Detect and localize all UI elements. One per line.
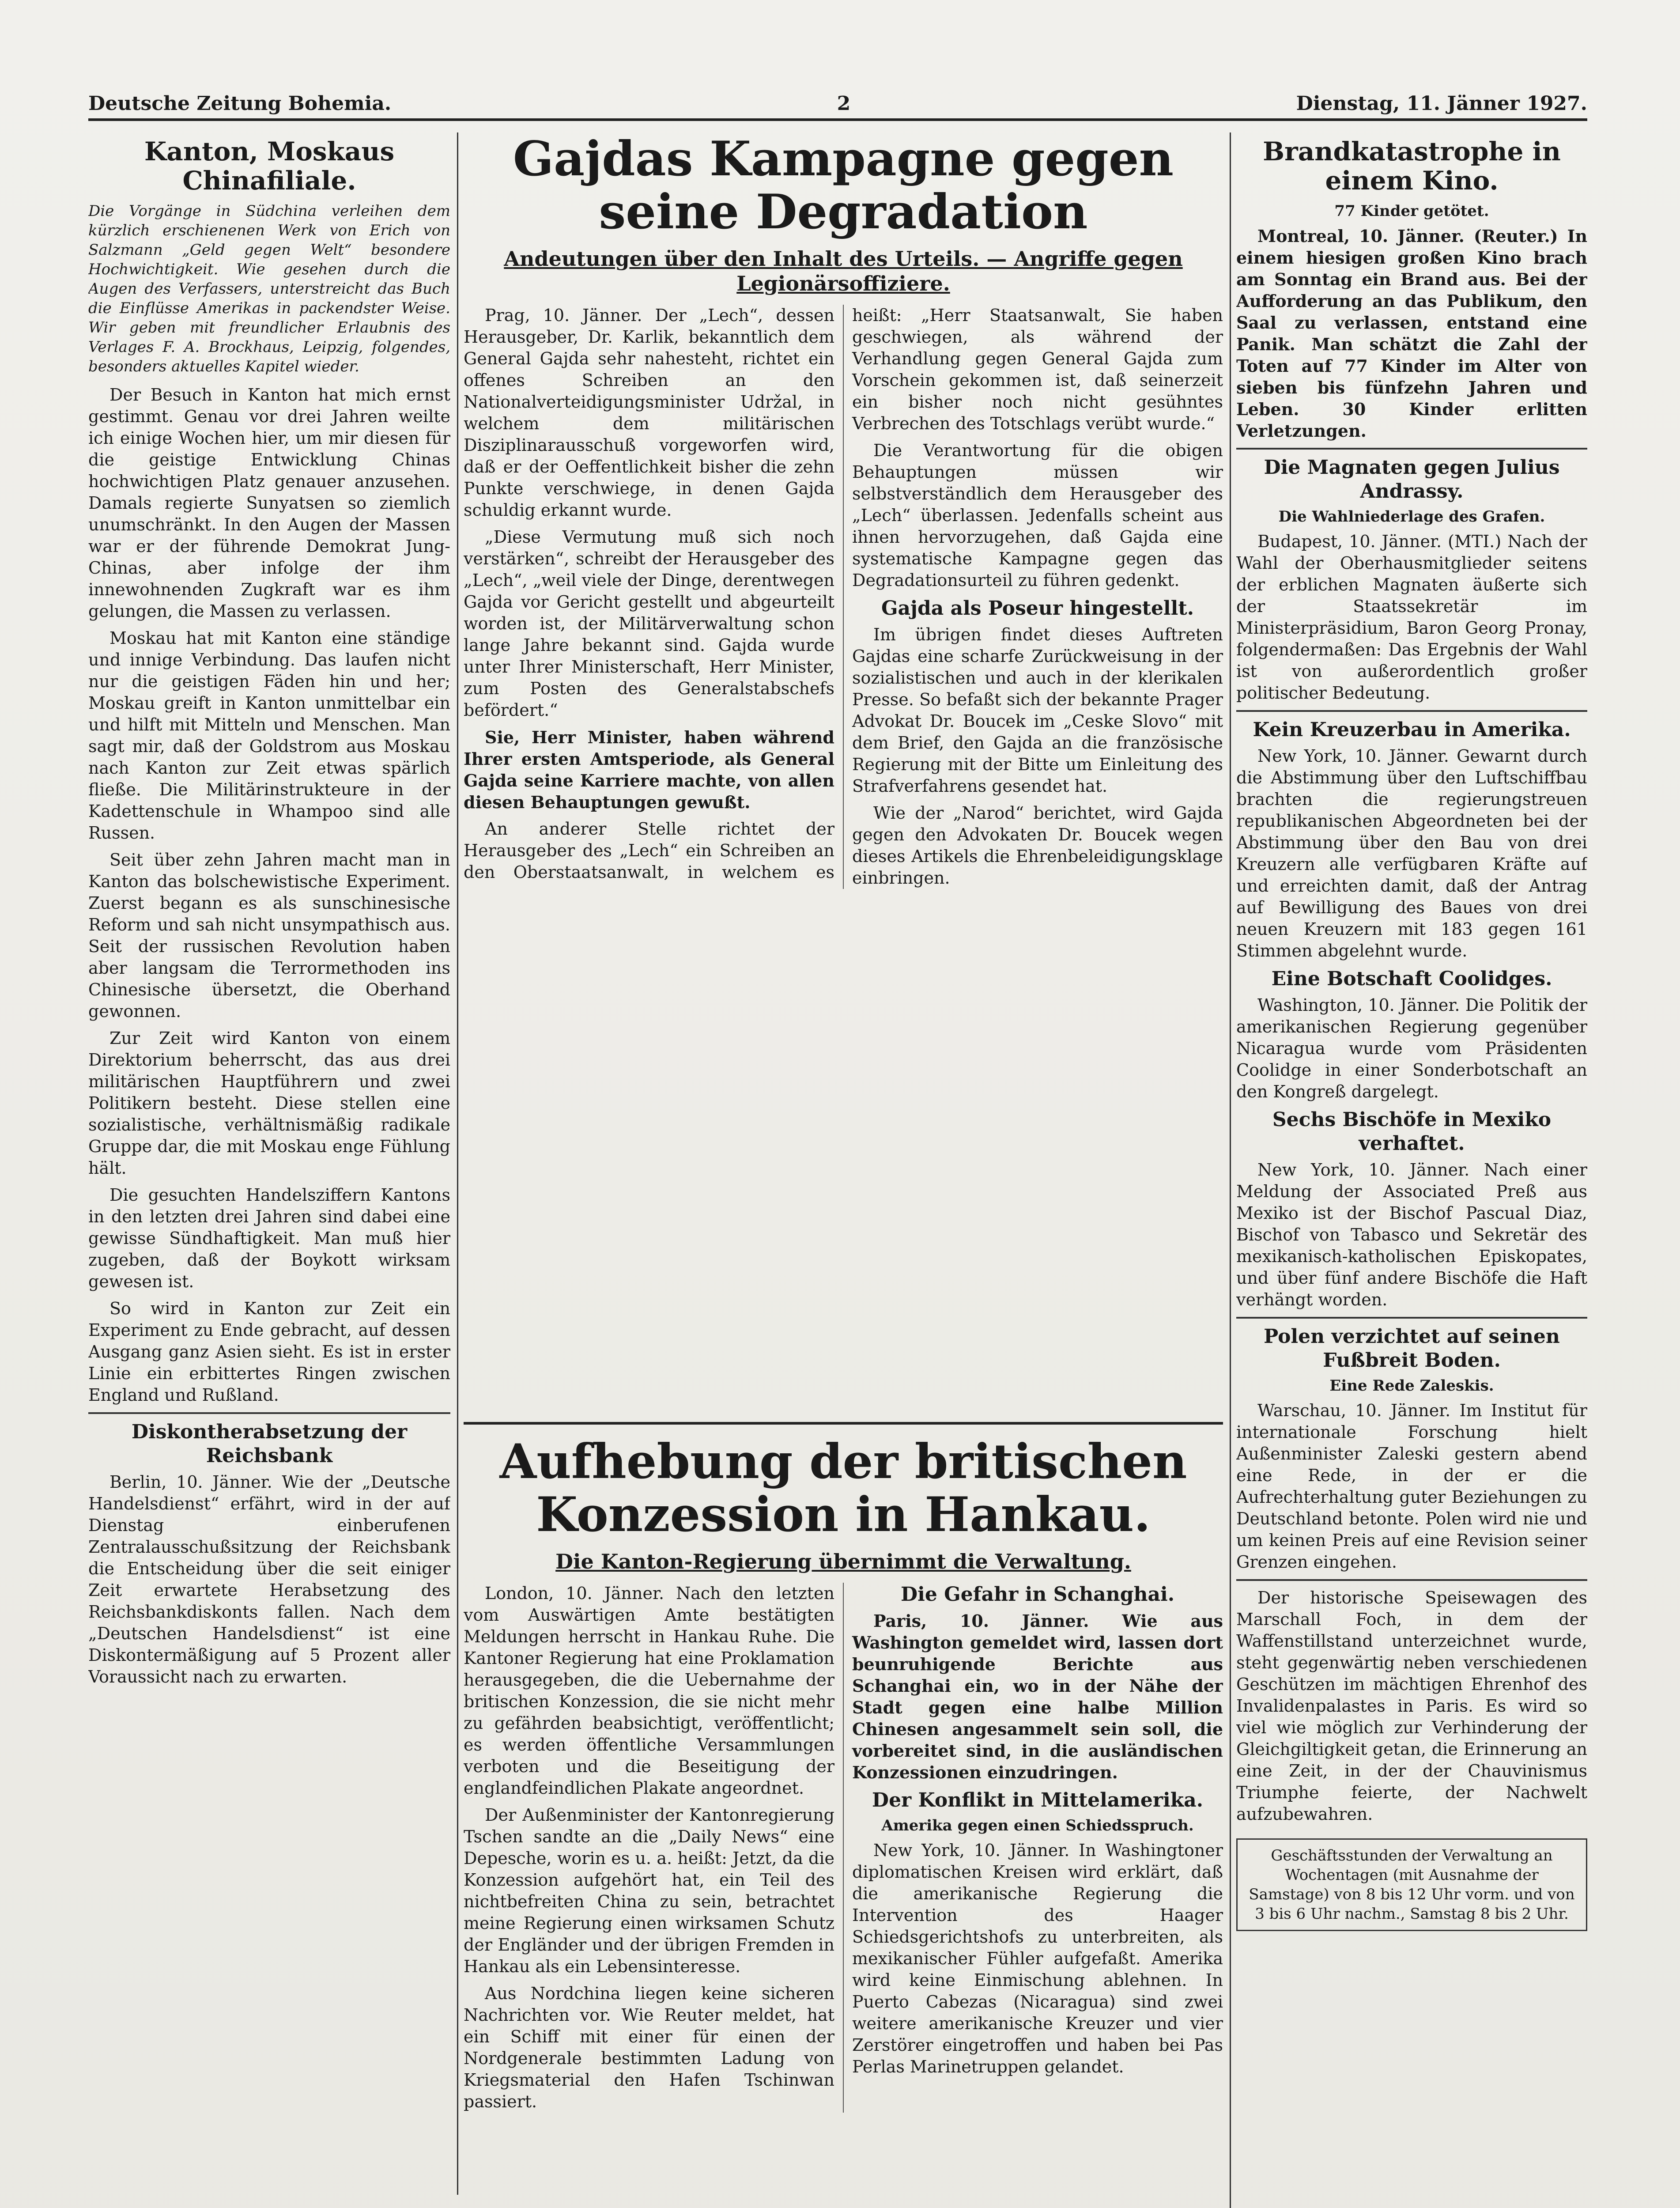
section-title: Eine Botschaft Coolidges. <box>1271 968 1552 990</box>
divider <box>1236 710 1587 712</box>
paragraph: Washington, 10. Jänner. Die Politik der amerikanischen Regierung gegenüber Nicaragua wurde vom Präsidenten Coolidge in einer Sonderbotschaft an den Kongreß dargelegt. <box>1236 995 1587 1101</box>
paragraph: An anderer Stelle richtet der Herausgeber des „Lech“ ein Schreiben an den Oberstaatsanwalt, in welchem es heißt: „Herr Staatsanwalt, Sie haben geschwiegen, als während der Verhandlung gegen General Gajda zum Vorschein gekommen ist, daß seinerzeit ein bisher noch nicht gesühntes Verbrechen des Totschlags verübt wurde.“ <box>464 306 1223 882</box>
column-rule <box>1230 132 1231 2208</box>
masthead <box>88 84 1587 115</box>
paragraph: London, 10. Jänner. Nach den letzten vom Auswärtigen Amte bestätigten Meldungen herrscht in Hankau Ruhe. Die Kantoner Regierung hat eine Proklamation herausgegeben, die die Uebernahme der britischen Konzession, die sie nicht mehr zu gefährden beabsichtigt, veröffentlicht; es werden öffentliche Versammlungen verboten und die Beseitigung der englandfeindlichen Plakate angeordnet. <box>464 1584 834 1798</box>
divider <box>1236 1317 1587 1319</box>
section-title: Die Gefahr in Schanghai. <box>900 1583 1175 1606</box>
paragraph: Der historische Speisewagen des Marschall Foch, in dem der Waffenstillstand unterzeichnet wurde, steht gegenwärtig neben verschiedenen Geschützen im mächtigen Ehrenhof des Invalidenpalastes in Paris. Es wird so viel wie möglich zur Verhinderung der Gleichgiltigkeit getan, die Erinnerung an eine Zeit, in der der Chauvinismus Triumphe feierte, der Nachwelt aufzubewahren. <box>1236 1588 1587 1824</box>
section-title: Polen verzichtet auf seinen Fußbreit Boden. <box>1264 1325 1560 1372</box>
paragraph: Berlin, 10. Jänner. Wie der „Deutsche Handelsdienst“ erfährt, wird in der auf Dienstag einberufenen Zentralausschußsitzung der Reichsbank die Entscheidung über die seit einiger Zeit erwartete Herabsetzung des Reichsbankdiskonts fallen. Nach dem „Deutschen Handelsdienst“ ist eine Diskontermäßigung auf 5 Prozent aller Voraussicht nach zu erwarten. <box>88 1472 450 1686</box>
divider <box>88 1412 450 1414</box>
masthead-rule <box>88 118 1587 121</box>
article-body <box>464 1583 1223 2113</box>
paragraph: New York, 10. Jänner. Nach einer Meldung der Associated Preß aus Mexiko ist der Bischof Pascual Diaz, Bischof von Tabasco und Sekretär des mexikanisch-katholischen Episkopates, und über fünf andere Bischöfe die Haft verhängt worden. <box>1236 1160 1587 1309</box>
section-title: Gajda als Poseur hingestellt. <box>881 597 1194 620</box>
article-title: Kanton, Moskaus Chinafiliale. <box>144 136 395 196</box>
paragraph: Seit über zehn Jahren macht man in Kanton das bolschewistische Experiment. Zuerst begann es als sunschinesische Reform und sah nicht unsympathisch aus. Seit der russischen Revolution haben aber langsam die Terrormethoden ins Chinesische übersetzt, die Oberhand gewonnen. <box>88 850 450 1021</box>
section-subtitle: Eine Rede Zaleskis. <box>1329 1377 1494 1395</box>
article-lead: Die Vorgänge in Südchina verleihen dem kürzlich erschienenen Werk von Erich von Salzmann „Geld gegen Welt“ besondere Hochwichtigkeit. Wie gesehen durch die Augen des Verfassers, unterstreicht das Buch die Einflüsse Amerikas in packendster Weise. Wir geben mit freundlicher Erlaubnis des Verlages F. A. Brockhaus, Leipzig, folgendes, besonders aktuelles Kapitel wieder. <box>88 202 450 375</box>
news-column <box>1236 132 1587 2208</box>
article-hankau <box>464 1435 1223 2208</box>
masthead-left: Deutsche Zeitung Bohemia. <box>88 92 392 115</box>
section-title: Sechs Bischöfe in Mexiko verhaftet. <box>1272 1108 1552 1155</box>
article-subtitle: 77 Kinder getötet. <box>1334 202 1489 220</box>
divider <box>1236 448 1587 450</box>
paragraph: Im übrigen findet dieses Auftreten Gajdas eine scharfe Zurückweisung in der sozialistischen und auch in der klerikalen Presse. So befaßt sich der bekannte Prager Advokat Dr. Boucek im „Ceske Slovo“ mit dem Brief, den Gajda an die französische Regierung mit der Bitte um Einleitung des Strafverfahrens gesendet hat. <box>852 625 1223 796</box>
subheadline: Andeutungen über den Inhalt des Urteils. — Angriffe gegen Legionärsoffiziere. <box>504 247 1183 295</box>
section-title: Kein Kreuzerbau in Amerika. <box>1253 718 1571 741</box>
paragraph: Der Außenminister der Kantonregierung Tschen sandte an die „Daily News“ eine Depesche, worin es u. a. heißt: Jetzt, da die Konzession aufgehört hat, ein Teil des nichtbefreiten China zu sein, betrachtet meine Regierung einen wirksamen Schutz der Engländer und der übrigen Fremden in Hankau als ein Lebensinteresse. <box>464 1805 834 1976</box>
paragraph: Zur Zeit wird Kanton von einem Direktorium beherrscht, das aus drei militärischen Hauptführern und zwei Politikern besteht. Diese stellen eine sozialistische, verhältnismäßig radikale Gruppe dar, die mit Moskau enge Fühlung hält. <box>88 1028 450 1178</box>
headline: Aufhebung der britischen Konzession in Hankau. <box>499 1435 1187 1543</box>
divider <box>1236 1579 1587 1581</box>
section-subtitle: Amerika gegen einen Schiedsspruch. <box>881 1817 1194 1834</box>
paragraph: Sie, Herr Minister, haben während Ihrer ersten Amtsperiode, als General Gajda seine Karriere machte, von allen diesen Behauptungen gewußt. <box>464 727 834 812</box>
section-subtitle: Die Wahlniederlage des Grafen. <box>1278 508 1545 526</box>
paragraph: Montreal, 10. Jänner. (Reuter.) In einem hiesigen großen Kino brach am Sonntag ein Brand aus. Bei der Aufforderung an das Publikum, den Saal zu verlassen, entstand eine Panik. Man schätzt die Zahl der Toten auf 77 Kinder im Alter von sieben bis fünfzehn Jahren und Leben. 30 Kinder erlitten Verletzungen. <box>1236 226 1587 441</box>
paragraph: Paris, 10. Jänner. Wie aus Washington gemeldet wird, lassen dort beunruhigende Berichte aus Schanghai ein, wo in der Nähe der Stadt gegen eine halbe Million Chinesen angesammelt sein soll, die vorbereitet sind, in die ausländischen Konzessionen einzudringen. <box>852 1611 1223 1782</box>
paragraph: Prag, 10. Jänner. Der „Lech“, dessen Herausgeber, Dr. Karlik, bekanntlich dem General Gajda sehr nahesteht, richtet ein offenes Schreiben an den Nationalverteidigungsminister Udržal, in welchem dem militärischen Disziplinarausschuß vorgeworfen wird, daß er der Oeffentlichkeit bisher die zehn Punkte verschwiege, in denen Gajda schuldig erkannt wurde. <box>464 306 834 520</box>
subheadline: Die Kanton-Regierung übernimmt die Verwaltung. <box>555 1550 1131 1573</box>
article-kanton <box>88 132 450 2195</box>
paragraph: Budapest, 10. Jänner. (MTI.) Nach der Wahl der Oberhausmitglieder seitens der erblichen Magnaten äußerte sich der Staatssekretär im Ministerpräsidium, Baron Georg Pronay, folgendermaßen: Das Ergebnis der Wahl ist von außerordentlich großer politischer Bedeutung. <box>1236 532 1587 703</box>
article-title: Brandkatastrophe in einem Kino. <box>1263 136 1561 196</box>
paragraph: New York, 10. Jänner. In Washingtoner diplomatischen Kreisen wird erklärt, daß die amerikanische Regierung die Intervention des Haager Schiedsgerichtshofs zu unterbreiten, als mexikanischer Fühler aufgefaßt. Amerika wird keine Einmischung ablehnen. In Puerto Cabezas (Nicaragua) sind zwei weitere amerikanische Kreuzer und vier Zerstörer eingetroffen und haben bei Pas Perlas Marinetruppen gelandet. <box>852 1841 1223 2076</box>
article-body <box>464 305 1223 889</box>
paragraph: Wie der „Narod“ berichtet, wird Gajda gegen den Advokaten Dr. Boucek wegen dieses Artikels die Ehrenbeleidigungsklage einbringen. <box>852 803 1223 888</box>
paragraph: Die gesuchten Handelsziffern Kantons in den letzten drei Jahren sind dabei eine gewisse Sündhaftigkeit. Man muß hier zugeben, daß der Boykott wirksam gewesen ist. <box>88 1185 450 1291</box>
paragraph: Warschau, 10. Jänner. Im Institut für internationale Forschung hielt Außenminister Zaleski gestern abend eine Rede, in der er die Aufrechterhaltung guter Beziehungen zu Deutschland betonte. Polen wird nie und um keinen Preis auf eine Revision seiner Grenzen eingehen. <box>1236 1401 1587 1572</box>
column-rule <box>457 132 458 2195</box>
paragraph: Die Verantwortung für die obigen Behauptungen müssen wir selbstverständlich dem Herausgeber des „Lech“ überlassen. Jedenfalls scheint aus ihnen hervorzugehen, daß Gajda eine systematische Kampagne gegen das Degradationsurteil zu führen gedenkt. <box>852 441 1223 590</box>
article-gajda <box>464 132 1223 1431</box>
paragraph: Der Besuch in Kanton hat mich ernst gestimmt. Genau vor drei Jahren weilte ich einige Wochen hier, um mir diesen für die geistige Entwicklung Chinas hochwichtigen Platz genauer anzusehen. Damals regierte Sunyatsen so ziemlich unumschränkt. In den Augen der Massen war er der führende Demokrat Jung-Chinas, aber infolge der ihm innewohnenden Zugkraft war es ihm gelungen, die Massen zu verlassen. <box>88 385 450 621</box>
section-title: Diskontherabsetzung der Reichsbank <box>131 1421 408 1467</box>
section-title: Die Magnaten gegen Julius Andrassy. <box>1264 456 1560 503</box>
paragraph: „Diese Vermutung muß sich noch verstärken“, schreibt der Herausgeber des „Lech“, „weil viele der Dinge, derentwegen Gajda vor Gericht gestellt und abgeurteilt worden ist, der Militärverwaltung schon lange Jahre bekannt sind. Gajda wurde unter Ihrer Ministerschaft, Herr Minister, zum Posten des Generalstabschefs befördert.“ <box>464 527 834 720</box>
paragraph: New York, 10. Jänner. Gewarnt durch die Abstimmung über den Luftschiffbau brachten die regierungstreuen republikanischen Abgeordneten bei der Abstimmung über den Bau von drei Kreuzern alle verfügbaren Kräfte auf und erreichten damit, daß der Antrag auf Bewilligung des Baues von drei neuen Kreuzern mit 183 gegen 161 Stimmen abgelehnt wurde. <box>1236 746 1587 960</box>
masthead-date: Dienstag, 11. Jänner 1927. <box>1296 92 1587 115</box>
page-number: 2 <box>837 92 851 115</box>
section-title: Der Konflikt in Mittelamerika. <box>872 1789 1204 1811</box>
headline: Gajdas Kampagne gegen seine Degradation <box>513 132 1174 240</box>
paragraph: So wird in Kanton zur Zeit ein Experiment zu Ende gebracht, auf dessen Ausgang ganz Asien sieht. Es ist in erster Linie ein erbittertes Ringen zwischen England und Rußland. <box>88 1299 450 1405</box>
paragraph: Moskau hat mit Kanton eine ständige und innige Verbindung. Das laufen nicht nur die geistigen Fäden hin und her; Moskau greift in Kanton unmittelbar ein und hilft mit Mitteln und Menschen. Man sagt mir, daß der Goldstrom aus Moskau nach Kanton zur Zeit etwas spärlich fließe. Die Militärinstrukteure in der Kadettenschule in Whampoo sind alle Russen. <box>88 628 450 843</box>
paragraph: Aus Nordchina liegen keine sicheren Nachrichten vor. Wie Reuter meldet, hat ein Schiff mit einer für einen der Nordgenerale bestimmten Ladung von Kriegsmaterial den Hafen Tschinwan passiert. <box>464 1984 834 2111</box>
section-rule <box>464 1422 1223 1425</box>
office-hours-notice: Geschäftsstunden der Verwaltung an Wochentagen (mit Ausnahme der Samstage) von 8 bis 12 Uhr vorm. und von 3 bis 6 Uhr nachm., Samstag 8 bis 2 Uhr. <box>1236 1838 1587 1931</box>
